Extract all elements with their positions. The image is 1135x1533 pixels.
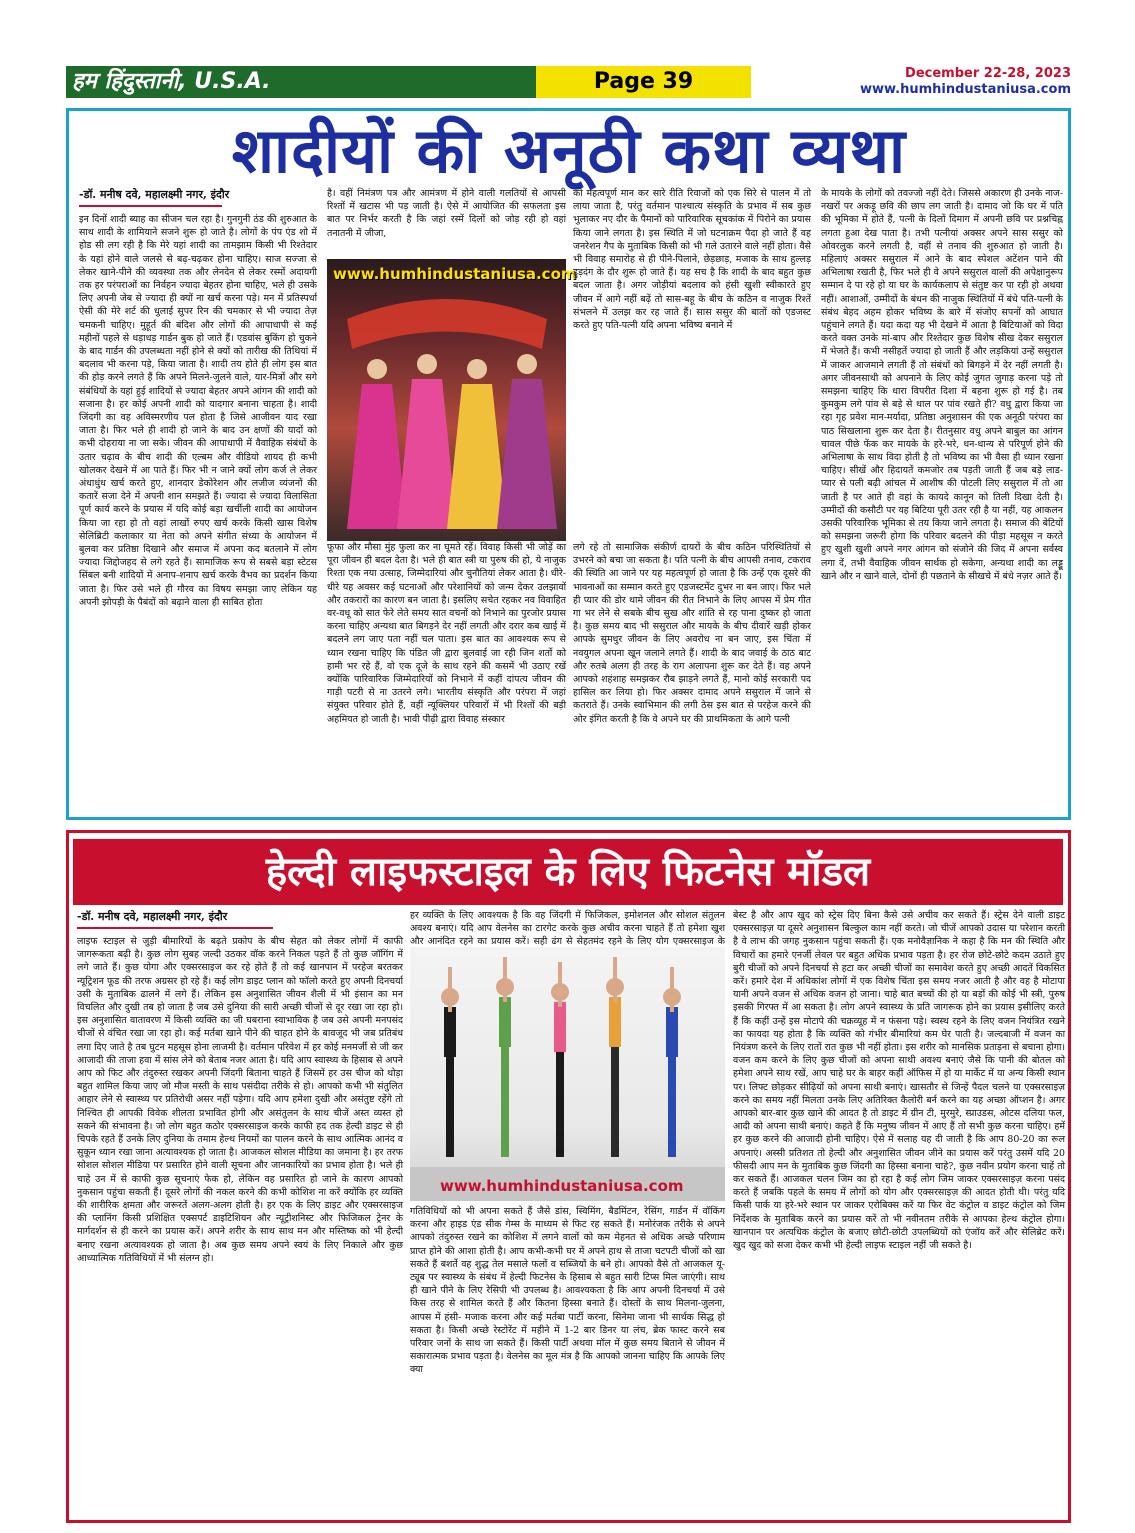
article-fitness (66, 830, 1071, 1523)
website-link[interactable]: www.humhindustaniusa.com (859, 82, 1071, 97)
page-number: Page 39 (536, 66, 751, 98)
article1-col1-text: इन दिनों शादी ब्याह का सीजन चल रहा है। गुनगुनी ठंड की शुरुआत के साथ शादी के शामियाने सजने शुरू हो जाते है। लोगों के पंप एंड शो में होड सी लग रही है कि मेरे यहां शादी का तामझाम किसी भी रिश्तेदार के यहां होने वाले जलसे से बढ़-चढ़कर होना चाहिए। साज सज्जा से लेकर खाने-पीने की व्यवस्था तक और लेनदेन से लेकर रस्मों अदायगी तक हर परंपराओं का निर्वहन ज्यादा बेहतर होना चाहिए, भले ही उसके लिए अपनी जेब से ज्यादा ही क्यों ना खर्च करना पड़े। मन में प्रतिस्पर्धा ऐसी की मेरे शर्ट की धुलाई सुपर रिन की चमकार से भी ज्यादा तेज़ चमकनी चाहिए। मुहूर्त की बंदिश और लोगों की आपाधापी से कई महीनों पहले से धड़ाधड़ गार्डन बुक हो जाते हैं। एडवांस बुकिंग हो चुकने के बाद गार्डन की उपलब्धता नहीं होने से क्यों को तारीख की तिथियां में बदलाव भी करना पड़े, किया जाता है। शादी तय होते ही लोग इस बात की होड़ करने लगते हैं कि अपने मिलने-जुलने वाले, यार-मित्रों और सगे संबंधियों के यहां हुई शादियों से ज्यादा बेहतर अपने आंगन की शादी को सजाना है। हर कोई अपनी शादी को यादगार बनाना चाहता है। शादी जिंदगी का वह अविस्मरणीय पल होता है जिसे आजीवन याद रखा जाता है। फिर भले ही शादी हो जाने के बाद उन क्षणों की यादों को कभी दोहराया ना जा सके। जीवन की आपाधापी में वैवाहिक संबंधों के उतार चढ़ाव के बीच शादी की एल्बम और वीडियो शायद ही कभी खोलकर देखने में आ पाते हैं। फिर भी न जाने क्यों लोग कर्ज ले लेकर अंधाधुंध खर्च करते हुए, शानदार डेकोरेशन और लजीज व्यंजनों की कतारें सजा देने में अपनी शान समझते हैं। ज्यादा से ज्यादा विलासिता पूर्ण कार्य करने के प्रयास में यदि कोई बड़ा खर्चीली शादी का आयोजन किया जा रहा हो तो वहां लाखों रुपए खर्च करके किसी खास विशेष सेलिब्रिटी कलाकार या नेता को अपने संगीत संध्या के आयोजन में बुलवा कर प्रतिष्ठा दिखाने और समाज में अपना कद बतलाने में लोग ज्यादा जिद्दोजहद से लगे रहते हैं। सामाजिक रूप से सबसे बड़ा स्टेटस सिंबल बनी शादियों में अनाप-शनाप खर्च करके वैभव का प्रदर्शन किया जाता है। फिर उसे भले ही गौरव का विषय समझा जाए लेकिन यह अपनी झोपड़ी के पैबंदों को बढ़ाने वाला ही साबित होता (79, 214, 317, 608)
article1-headline: शादीयों की अनूठी कथा व्यथा (231, 114, 907, 187)
photo-watermark: www.humhindustaniusa.com (333, 265, 577, 283)
dancers-illustration (327, 259, 566, 541)
issue-date: December 22-28, 2023 (905, 66, 1071, 81)
article1-column-2-top: है। वहीं निमंत्रण पत्र और आमंत्रण में होने वाली गलतियों से आपसी रिश्तों में खटास भी पड़ जाती है। ऐसे में आयोजित की सफलता इस बात पर निर्भर करती है कि जहां रस्में दिलों को जोड़ रही हो वहां तनातनी में जीजा, (327, 188, 566, 239)
article1-column-3-bottom: लगे रहे तो सामाजिक संकीर्ण दायरों के बीच कठिन परिस्थितियों से उभरने को बचा जा सकता है। पति पत्नी के बीच आपसी तनाव, टकराव की स्थिति आ जाने पर यह महत्वपूर्ण हो जाता है कि उन्हें एक दूसरे की भावनाओं का सम्मान करते हुए एडजस्टमेंट दुभर ना बन जाए। फिर भले ही प्यार की डोर थामे जीवन की रीत निभाने के लिए आपस में प्रेम गीत गा भर लेने से सबके बीच सुख और शांति से रह पाना दुष्कर हो जाता है। कुछ समय बाद भी ससुराल और मायके के बीच दीवारें खड़ी होकर आपके सुमधुर जीवन के लिए अवरोध ना बन जाए, इस चिंता में नवयुगल अपना खून जलाने लगते हैं। शादी के बाद जवाई के ठाठ बाट और रुतबे अलग ही तरह के राग अलापना शुरू कर देते हैं। वह अपने आपको शहंशाह समझकर रौब झाड़ने लगते हैं, मानो कोई सरकारी पद हासिल कर लिया हो। फिर अक्सर दामाद अपने ससुराल में जाने से कतराते हैं। उनके स्वाभिमान की लगी ठेस इस बात से परहेज करने की ओर इंगित करती है कि वे अपने घर की प्राथमिकता के आगे पत्नी (573, 542, 811, 725)
article1-column-4: के मायके के लोगों को तवज्जो नहीं देते। जिससे अकारण ही उनके नाज-नखरों पर अकड़ू छवि की छाप लग जाती है। दामाद जो कि घर में पति की भूमिका में होते हैं, पत्नी के दिलों दिमाग में अपनी छवि पर प्रश्नचिह्न लगता हुआ देख पाता है। तभी पत्नीयां अक्सर अपने सास ससुर को ओवरलुक करने लगती है, वहीं से तनाव की शुरुआत हो जाती है। महिलाएं अक्सर ससुराल में आने के बाद स्पेशल अटेंशन पाने की अभिलाषा रखती है, फिर भले ही वे अपने ससुराल वालों की अपेक्षानुरूप सम्मान दे पा रहे हो या घर के कार्यकलाप से संतुष्ट कर पा रही हो अथवा नहीं। आशाओं, उम्मीदों के बंधन की नाजुक स्थितियों में बंधे पति-पत्नी के संबंध बेहद अहम होकर भविष्य के बारे में संजोए सपनों को आघात पहुंचाने लगते हैं। यदा कदा यह भी देखने में आता है बिटियाओं को विदा करते वक्त उनके मां-बाप और रिश्तेदार कुछ विशेष सीख देकर ससुराल में भेजते हैं। कभी नसीहतें ज्यादा हो जाती हैं और लड़कियां उन्हें ससुराल में जाकर आजमाने लगती हैं तो संबंधों को बिगड़ने में देर नहीं लगती है। अगर जीवनसाथी को अपनाने के लिए कोई जुगत जुगाड़ करना पड़े तो समझना चाहिए कि धारा विपरीत दिशा में बहना शुरू हो गई है। तब कुमकुम लगे पांव से बड़े से थाल पर पांव रखते ही? वधु द्वारा किया जा रहा गृह प्रवेश मान-मर्यादा, प्रतिष्ठा अनुशासन की एक अनूठी परंपरा का पाठ सिखलाना शुरू कर देता है। रीतनुसार वधु अपने बाबुल का आंगन चावल पीछे फेंक कर मायके के हरे-भरे, धन-धान्य से परिपूर्ण होने की अभिलाषा के साथ विदा होती है तो भविष्य का भी वैसा ही ध्यान रखना चाहिए। सीखें और हिदायतें कमजोर तब पड़ती जाती हैं जब बड़े लाड-प्यार से पली बढ़ी आंचल में आशीष की पोटली लिए ससुराल में तो आ जाती है पर आते ही वहां के कायदे कानून को तिली दिखा देती है। उम्मीदों की कसौटी पर यह बिटिया पूरी उतर रही है या नहीं, यह आकलन उसकी परिवारिक भूमिका से तय किया जाने लगता है। समाज की बेटियों को समझना जरूरी होगा कि परिवार बदलने की पीड़ा महसूस न करते हुए खुशी खुशी अपने नगर आंगन को संजोने की जिद में अपना सर्वस्व लगा दें, तभी वैवाहिक जीवन सार्थक हो सकेगा, अन्यथा शादी का लड्डू खाने और न खाने वाले, दोनों ही पछताने के सीखचे में बंधे नज़र आते हैं। (821, 188, 1063, 582)
article2-column-1 (77, 909, 403, 1519)
wedding-photo (327, 259, 577, 541)
yoga-figures-illustration (410, 947, 725, 1201)
article1-column-1 (79, 187, 317, 815)
article-weddings (66, 108, 1071, 820)
article1-byline: -डॉ. मनीष दवे, महालक्ष्मी नगर, इंदौर (79, 188, 230, 201)
article2-headline: हेल्दी लाइफस्टाइल के लिए फिटनेस मॉडल (73, 839, 1063, 905)
article2-column-3: बेस्ट है और आप खुद को स्ट्रेस दिए बिना कैसे उसे अचीव कर सकते हैं। स्ट्रेस देने वाली डाइट एक्सरसाइज़ या दूसरे अनुशासन बिल्कुल काम नहीं करते। जो चीजें आपको उदास या परेशान करती है वे लाभ की जगह नुकसान पहुंचा सकती हैं। एक मनोवैज्ञानिक ने कहा है कि मन की स्थिति और विचारों का हमारे एनर्जी लेवल पर बहुत अधिक प्रभाव पड़ता है। हर रोज छोटे-छोटे कदम उठाते हुए बुरी चीजों को अपने दिनचर्या से हटा कर अच्छी चीजों का समावेश करते हुए अच्छी आदतें विकसित करें। हमारे देश में अधिकांश लोगों में एक विशेष चिंता इस समय नजर आती है और वह है मोटापा यानी अपने वजन से अधिक वजन हो जाना। चाहे बात बच्चों की हो या बड़ों की कोई भी स्त्री, पुरुष इसकी गिरफ्त में आ सकता है। लोग अपने स्वास्थ्य के प्रति जागरूक होने का प्रयास इसीलिए करते हैं कि कहीं उन्हें इस मोटापे की चक्रव्यूह में न फंसना पड़े। स्वस्थ रहने के लिए वजन नियंत्रित रखने का फायदा यह होता है कि व्यक्ति को गंभीर बीमारियां कम घेर पाती है। जल्दबाजी में वजन का नियंत्रण करने के लिए रातों रात कुछ भी नहीं होता। इस शरीर को मानसिक प्रताड़ना से बचाना होगा। वजन कम करने के लिए कुछ चीजों को अपना साथी अवश्य बनाएं जैसे कि पानी की बोतल को हमेशा अपने साथ रखें, आप चाहे घर के बाहर कहीं ऑफिस में हो या मार्केट में या अन्य किसी स्थान पर। लिफ्ट छोड़कर सीढ़ियों को अपना साथी बनाएं। खासतौर से जिन्हें पैदल चलने या एक्सरसाइज़ करने का समय नहीं मिलता उनके लिए अतिरिक्त कैलोरी बर्न करने का यह अच्छा ऑप्शन है। अगर आपको बार-बार कुछ खाने की आदत है तो डाइट में ग्रीन टी, मुरमुरे, स्प्राउडस, ओटस दलिया फल, आदी को अपना साथी बनाएं। कहते हैं कि मनुष्य जीवन में आए हैं तो सभी कुछ करना चाहिए। हमें हर कुछ करने की आजादी होनी चाहिए। ऐसे में सलाह यह दी जाती है कि आप 80-20 का रूल अपनाएं। अस्सी प्रतिशत तो हेल्दी और अनुशासित जीवन जीने का प्रयास करें परंतु उसमें यदि 20 फीसदी आप मन के मुताबिक कुछ जिंदगी का हिस्सा बनाना चाहे?, कुछ नवीन प्रयोग करना चाहें तो कर सकते हैं। आजकल चलन जिम का हो रहा है कई लोग जिम जाकर एक्सरसाइज़ करना पसंद करते हैं जबकि पहले के समय में लोगों को योग और एक्सरसाइज़ की आदत होती थी। परंतु यदि किसी पार्क या हरे-भरे स्थान पर जाकर एरोबिक्स करें या फिर वेट कंट्रोल व डाइट कंट्रोल को जिम निर्देशक के मुताबिक करने का प्रयास करें तो भी नवीनतम तरीके से आपका हेल्थ कंट्रोल होगा। खानपान पर अत्यधिक कंट्रोल के बजाए छोटी-छोटी उपलब्धियों को एंजॉय करें और सेलिब्रेट करें। खुद खुद को सजा देकर कभी भी हेल्दी लाइफ स्टाइल नहीं जी सकते है। (733, 910, 1065, 1252)
byline-divider (79, 205, 222, 207)
byline-divider-2 (77, 927, 273, 929)
article1-column-3-top: को महत्वपूर्ण मान कर सारे रीति रिवाजों को एक सिरे से पालन में तो लाया जाता है, परंतु वर्तमान पाश्चात्य संस्कृति के प्रभाव में सब कुछ भुलाकर नए दौर के पैमानों को पारिवारिक सूचकांक में पिरोने का प्रयास किया जाने लगता है। इस स्थिति में जो घटनाक्रम पैदा हो जाते हैं वह जनरेशन गैप के मुताबिक किसी को भी गले उतारने वाले नहीं होता। वैसे भी विवाह समारोह से ही पीने-पिलाने, छेड़छाड़, मजाक के साथ हुल्लड़ हुड़दंग के दौर शुरू हो जाते हैं। यह सच है कि शादी के बाद बहुत कुछ बदल जाता है। अगर जोड़ीयां बदलाव को हंसी खुशी स्वीकारते हुए जीवन में आगे नहीं बढ़ें तो सास-बहू के बीच के कठिन व नाजुक रिश्तें संभलने में उलझ कर रह जाते हैं। सास ससुर की बातों को एडजस्ट करते हुए पति-पत्नी यदि अपना भविष्य बनाने में (573, 188, 811, 332)
article2-column-2-top: हर व्यक्ति के लिए आवश्यक है कि वह जिंदगी में फिजिकल, इमोशनल और सोशल संतुलन अवश्य बनाएं। यदि आप वेलनेस का टारगेट करके कुछ अचीव करना चाहते हैं तो हमेशा खुश और आनंदित रहने का प्रयास करें। सही ढंग से सेहतमंद रहने के लिए योग एक्सरसाइज के (410, 910, 725, 948)
article1-column-2-bottom: फूफा और मौसा मुंह फुला कर ना घूमते रहें। विवाह किसी भी जोड़ें का पूरा जीवन ही बदल देता है। भले ही बात स्त्री या पुरुष की हो, ये नाजुक रिश्ता एक नया उत्साह, जिम्मेदारियां और चुनौतियां लेकर आता है। धीरे-धीरे यह अवसर कई घटनाओं और परेशानियों को जन्म देकर उलझावों और तकरारों का कारण बन जाता है। इसलिए सचेत रहकर नव विवाहित वर-वधू को सात फेरे लेते समय सात वचनों को निभाने का पुरजोर प्रयास करना चाहिए अन्यथा बात बिगड़ने देर नहीं लगती और दरार कब खाई में बदलने लग जाए पता नहीं चल पाता। इस बात का आवश्यक रूप से ध्यान रखना चाहिए कि पंडित जी द्वारा बुलवाई जा रही जिन शर्तो को हामी भर रहे हैं, वो एक दूजे के साथ रहने की कसमें भी उठाए रखें क्योंकि पारिवारिक जिम्मेदारियों को निभाने में कहीं दांपत्य जीवन की गाड़ी पटरी से ना उतरने लगे। भारतीय संस्कृति और परंपरा में जहां संयुक्त परिवार होते हैं, वहीं न्यूक्लियर परिवारों में भी रिश्तों की बड़ी अहमियत हो जाती है। भावी पीढ़ी द्वारा विवाह संस्कार (327, 542, 566, 725)
masthead-right (860, 66, 1071, 98)
article2-column-2-bottom: गतिविधियों को भी अपना सकते हैं जैसे डांस, स्विमिंग, बैडमिंटन, रेसिंग, गार्डन में वॉकिंग करना और हाइड एंड सीक गेम्स के माध्यम से फिट रह सकते हैं। मनोरंजक तरीके से अपने आपको तंदुरुस्त रखने का कोशिश में लगने वालों को कम मेहनत से अधिक अच्छे परिणाम प्राप्त होने की आशा होती है। आप कभी-कभी घर में अपने हाथ से ताजा चटपटी चीजों को खा सकते हैं बशर्ते वह शुद्ध तेल मसाले फलों व सब्जियों के बने हो। आपको वैसे तो आजकल यू-ट्यूब पर स्वास्थ्य के संबंध में हेल्दी फिटनेस के हिसाब से बहुत सारी टिप्स मिल जाएंगी। साथ ही खाने पीने के लिए रेसिपी भी उपलब्ध है। आवश्यकता है कि आप अपनी दिनचर्या में उसे किस तरह से शामिल करते हैं और कितना हिस्सा बनाते हैं। दोस्तों के साथ मिलना-जुलना, आपस में हंसी- मजाक करना और कई मर्तबा पार्टी करना, सिनेमा जाना भी सार्थक सिद्ध हो सकता है। किसी अच्छे रेस्टोरेंट में महीने में 1-2 बार डिनर या लंच, ब्रेक फास्ट करने सब परिवार जनों के साथ जा सकते हैं। किसी पार्टी अथवा मॉल में कुछ समय बिताने से जीवन में सकारात्मक प्रभाव पड़ता है। वेलनेस का मूल मंत्र है कि आपको जानना चाहिए कि आपके लिए क्या (410, 1206, 725, 1376)
photo-watermark-2: www.humhindustaniusa.com (440, 1177, 684, 1195)
article2-byline: -डॉ. मनीष दवे, महालक्ष्मी नगर, इंदौर (77, 910, 228, 923)
masthead (66, 66, 1071, 100)
article2-col1-text: लाइफ स्टाइल से जुड़ी बीमारियों के बढ़ते प्रकोप के बीच सेहत को लेकर लोगों में काफी जागरूकता बढ़ी है। कुछ लोग सुबह जल्दी उठकर वॉक करने निकल पड़ते हैं तो कुछ जॉगिंग में लगे जाते हैं। कुछ योगा और एक्सरसाइज कर रहे होते हैं तो कई खानपान में परहेज बरतकर न्यूट्रिशन फूड की तरफ अग्रसर हो रहे हैं। कई लोग डाइट प्लान को फॉलो करते हुए अपनी दिनचर्या उसी के मुताबिक ढालने में लगे हैं। लेकिन इस अनुशासित जीवन शैली में भी इंसान का मन विचलित और दुखी तब हो जाता है जब उसे दुनिया की सारी अच्छी चीजों से दूर रखा जा रहा हो। इस अनुशासित वातावरण में किसी व्यक्ति का जी घबराना स्वाभाविक है जब उसे अपनी मनपसंद चीजों से वंचित रखा जा रहा हो। कई मर्तबा खाने पीने की चाहत होने के बावजूद भी जब प्रतिबंध लगा दिए जाते है तब घुटन महसूस होना लाजमी है। वर्तमान परिवेश में हर कोई मनमर्जी से जी कर आजादी की ताजा हवा में सांस लेने को बेताब नजर आता है। यदि आप स्वास्थ्य के हिसाब से अपने आप को फिट और तंदुरुस्त रखकर अपनी जिंदगी बिताना चाहते हैं जिसमें हर उस चीज को थोड़ा बहुत शामिल किया जाए जो मौज मस्ती के साथ पसंदीदा तरीके से हो। आपको कभी भी संतुलित आहार लेने से स्वास्थ्य पर प्रतिरोधी असर नहीं पड़ेगा। यदि आप हमेशा दुखी और असंतुष्ट रहेंगे तो निश्चित ही आपकी विवेक शीलता प्रभावित होगी और असंतुलन के साथ चीजें अस्त व्यस्त हो सकने की संभावना है। जो लोग बहुत कठोर एक्सरसाइज करके काफी हद तक हेल्दी डाइट से ही चिपके रहते हैं उनके लिए दुनिया के तमाम हेल्थ नियमों का पालन करने के साथ आत्मिक आनंद व सुकून ध्यान रखा जाना अत्यावश्यक हो जाता है। आजकल सोशल मीडिया का जमाना है। हर तरफ सोशल सोशल मीडिया पर प्रसारित होने वाली सूचना और जानकारियों का प्रभाव होता है। भले ही चाहे उन में से काफी कुछ सूचनाएं फेक हो, लेकिन वह प्रसारित हो जाने के कारण आपको नुकसान पहुंचा सकती हैं। दूसरे लोगों की नकल करने की कभी कोशिश ना करें क्योंकि हर व्यक्ति की शारीरिक क्षमता और जरूरतें अलग-अलग होती है। हर एक के लिए डाइट और एक्सरसाइज की प्लानिंग किसी प्रशिक्षित एक्सपर्ट डाइटिशियन और न्यूट्रीशनिस्ट और फिजिकल ट्रेनर के मार्गदर्शन से ही करने का प्रयास करें। अपने शरीर के साथ साथ मन और मस्तिष्क को भी हेल्दी बनाए रखना अत्यावश्यक हो जाता है। अब कुछ समय अपने स्वयं के लिए निकाले और कुछ आध्यात्मिक गतिविधियों में भी संलग्न हो। (77, 936, 403, 1264)
yoga-photo (410, 947, 725, 1201)
newspaper-title: हम हिंदुस्तानी, U.S.A. (66, 66, 536, 98)
